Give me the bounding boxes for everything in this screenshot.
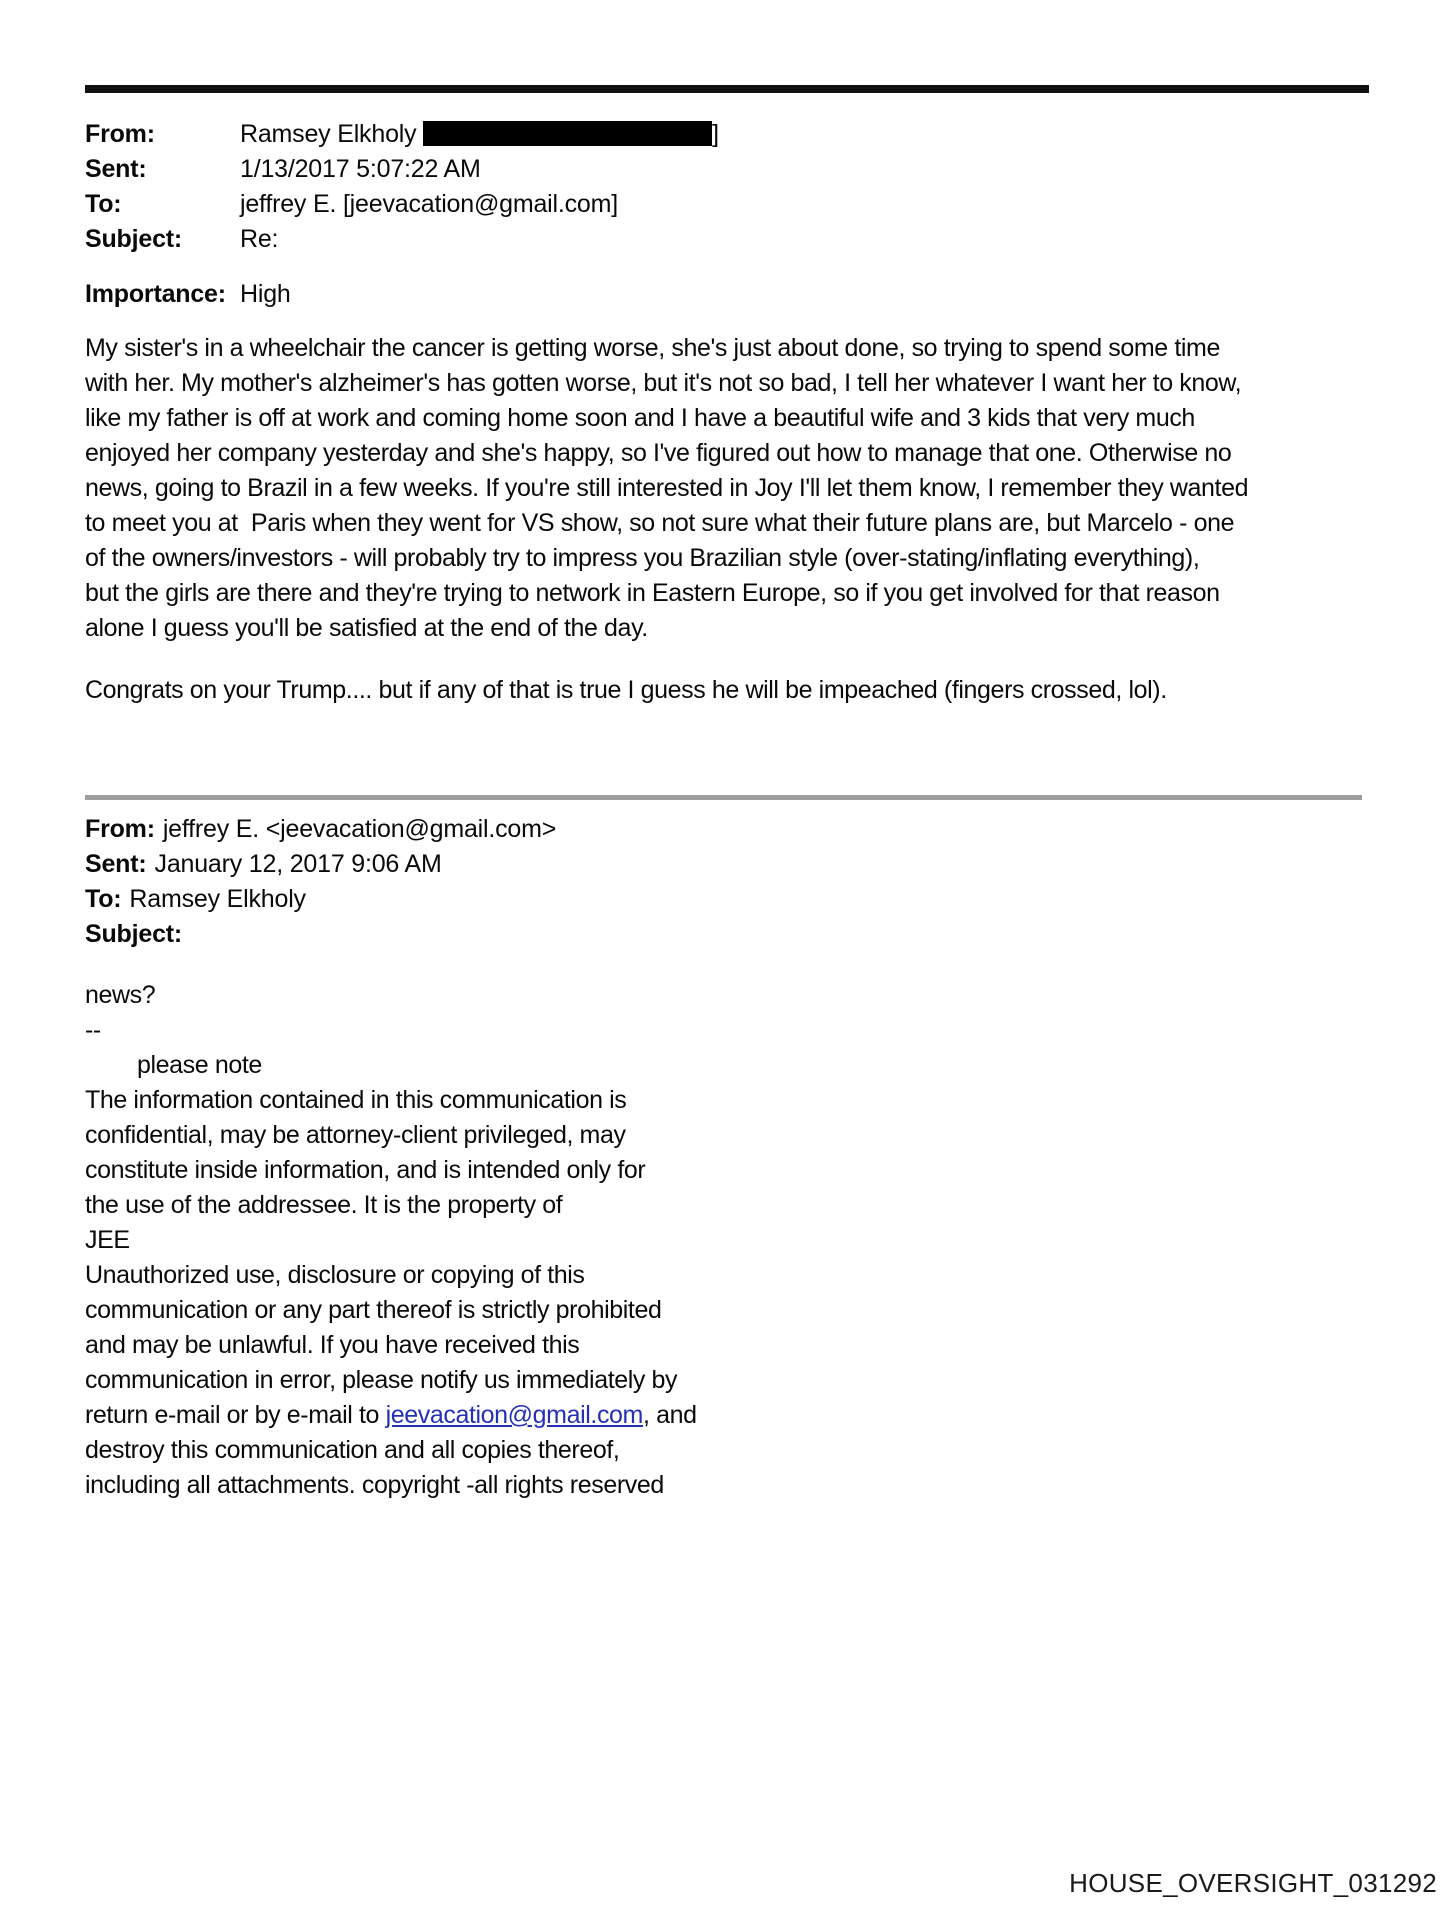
importance-value: High (240, 280, 291, 308)
quoted-to-label: To: (85, 885, 122, 913)
text-line: but the girls are there and they're trying to network in Eastern Europe, so if you get involved for that reason (85, 579, 1220, 607)
quoted-sent-value: January 12, 2017 9:06 AM (154, 850, 442, 878)
subject-value: Re: (240, 225, 279, 253)
to-value: jeffrey E. [jeevacation@gmail.com] (240, 190, 619, 218)
redaction-close-bracket: ] (712, 120, 719, 148)
sent-value: 1/13/2017 5:07:22 AM (240, 155, 481, 183)
email-body (85, 331, 1248, 708)
email-link[interactable]: jeevacation@gmail.com (385, 1401, 643, 1429)
importance-label: Importance: (85, 280, 226, 308)
text-line: enjoyed her company yesterday and she's happy, so I've figured out how to manage that one. Otherwise no (85, 439, 1232, 467)
link-line-prefix: return e-mail or by e-mail to (85, 1401, 386, 1429)
quoted-row-to (85, 882, 556, 917)
text-line: of the owners/investors - will probably try to impress you Brazilian style (over-stating/inflating everything), (85, 544, 1200, 572)
quoted-subject-label: Subject: (85, 920, 183, 948)
quoted-row-from (85, 812, 556, 847)
from-label: From: (85, 120, 155, 148)
closing-line: Congrats on your Trump.... but if any of that is true I guess he will be impeached (fingers crossed, lol). (85, 676, 1167, 704)
reply-separator-rule (85, 795, 1362, 800)
text-line: like my father is off at work and coming home soon and I have a beautiful wife and 3 kids that very much (85, 404, 1195, 432)
text-line: and may be unlawful. If you have received this (85, 1331, 580, 1359)
body-paragraph (85, 331, 1248, 646)
header-row-sent (85, 152, 719, 187)
text-line: destroy this communication and all copies thereof, (85, 1436, 620, 1464)
quoted-row-subject (85, 917, 556, 952)
header-top-rule (85, 85, 1369, 93)
disclaimer-paragraph (85, 1083, 697, 1398)
disclaimer-tail-paragraph (85, 1433, 697, 1503)
quoted-from-value: jeffrey E. <jeevacation@gmail.com> (162, 815, 557, 843)
quoted-sent-label: Sent: (85, 850, 147, 878)
text-line: My sister's in a wheelchair the cancer is getting worse, she's just about done, so trying to spend some time (85, 334, 1220, 362)
quoted-from-label: From: (85, 815, 155, 843)
please-note-line: please note (137, 1051, 262, 1079)
text-line: confidential, may be attorney-client privileged, may (85, 1121, 626, 1149)
bates-number: HOUSE_OVERSIGHT_031292 (1069, 1868, 1437, 1898)
redaction-bar (423, 121, 712, 146)
text-line: with her. My mother's alzheimer's has gotten worse, but it's not so bad, I tell her whatever I want her to know, (85, 369, 1242, 397)
header-row-from (85, 117, 719, 152)
header-row-subject (85, 222, 719, 257)
quoted-row-sent (85, 847, 556, 882)
text-line: JEE (85, 1226, 130, 1254)
text-line: including all attachments. copyright -all rights reserved (85, 1471, 664, 1499)
text-line: communication or any part thereof is strictly prohibited (85, 1296, 662, 1324)
text-line: Unauthorized use, disclosure or copying of this (85, 1261, 585, 1289)
news-line: news? (85, 981, 156, 1009)
text-line: communication in error, please notify us immediately by (85, 1366, 678, 1394)
email-header (85, 117, 719, 257)
text-line: alone I guess you'll be satisfied at the end of the day. (85, 614, 648, 642)
sent-label: Sent: (85, 155, 147, 183)
quoted-email-header (85, 812, 556, 952)
importance-row (85, 277, 291, 312)
signature-delimiter: -- (85, 1016, 101, 1044)
quoted-to-value: Ramsey Elkholy (129, 885, 306, 913)
from-name: Ramsey Elkholy (240, 120, 424, 148)
disclaimer-link-line (85, 1398, 697, 1433)
text-line: the use of the addressee. It is the property of (85, 1191, 563, 1219)
header-row-to (85, 187, 719, 222)
link-line-suffix: , and (642, 1401, 697, 1429)
text-line: to meet you at Paris when they went for VS show, so not sure what their future plans are, but Marcelo - one (85, 509, 1235, 537)
from-value (240, 117, 719, 152)
quoted-email-body (85, 978, 697, 1503)
text-line: constitute inside information, and is intended only for (85, 1156, 646, 1184)
text-line: news, going to Brazil in a few weeks. If you're still interested in Joy I'll let them know, I remember they wanted (85, 474, 1249, 502)
text-line: The information contained in this communication is (85, 1086, 627, 1114)
to-label: To: (85, 190, 122, 218)
subject-label: Subject: (85, 225, 183, 253)
